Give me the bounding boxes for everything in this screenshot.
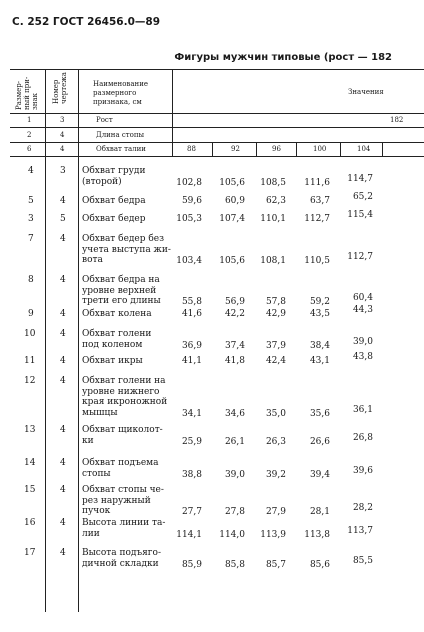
- row-value: 38,4: [309, 340, 330, 351]
- row3-bottom-border: [10, 156, 424, 157]
- row-value: 65,2: [352, 192, 373, 202]
- col-header-values: Значения: [348, 88, 384, 96]
- row-value: 35,6: [309, 408, 330, 419]
- row-sign-name: Обхват бедер: [82, 214, 146, 224]
- row-value: 102,8: [176, 177, 202, 188]
- row-drawing-number: 5: [60, 214, 66, 224]
- row-sign-number: 4: [28, 166, 34, 176]
- row-value: 59,6: [181, 196, 202, 206]
- row-value: 25,9: [181, 436, 202, 447]
- table-top-border: [10, 69, 424, 70]
- row-waist-number: 6: [27, 145, 32, 153]
- row-value: 112,7: [347, 252, 373, 262]
- row-value: 114,0: [219, 529, 245, 540]
- row-drawing-number: 4: [60, 196, 66, 206]
- row-value: 27,9: [265, 507, 286, 517]
- row-value: 41,8: [224, 356, 245, 366]
- row-height-name: Рост: [96, 116, 113, 124]
- row-value: 113,8: [304, 529, 330, 540]
- row-value: 28,2: [352, 503, 373, 513]
- row-drawing-number: 4: [60, 356, 66, 366]
- row-drawing-number: 4: [60, 309, 66, 319]
- row-value: 39,6: [352, 465, 373, 476]
- val-divider-2: [256, 142, 257, 156]
- row-value: 110,1: [260, 214, 286, 224]
- row-value: 85,6: [309, 559, 330, 570]
- row-value: 114,7: [347, 173, 373, 184]
- col-divider-2: [78, 69, 79, 612]
- row-value: 85,5: [352, 555, 373, 566]
- row-value: 62,3: [265, 196, 286, 206]
- row-value: 39,0: [224, 469, 245, 480]
- row-value: 108,1: [260, 256, 286, 266]
- row-sign-number: 7: [28, 234, 34, 244]
- row-value: 28,1: [309, 507, 330, 517]
- row-value: 42,2: [224, 309, 245, 319]
- row-value: 26,3: [265, 436, 286, 447]
- row-value: 85,7: [265, 559, 286, 570]
- waist-value-100: 100: [313, 145, 327, 153]
- row-value: 27,7: [181, 507, 202, 517]
- row-sign-number: 13: [24, 425, 36, 435]
- row-value: 26,8: [352, 432, 373, 443]
- waist-value-104: 104: [357, 145, 371, 153]
- row-value: 107,4: [219, 214, 245, 224]
- row-value: 44,3: [352, 305, 373, 315]
- row-value: 39,2: [265, 469, 286, 480]
- col-header-sign-name: Наименование размерного признака, см: [93, 80, 148, 106]
- row-sign-name: Обхват икры: [82, 356, 143, 366]
- row-sign-name: Обхват груди (второй): [82, 166, 146, 187]
- row-sign-name: Обхват бедра: [82, 196, 146, 206]
- val-divider-4: [340, 142, 341, 156]
- col-header-drawing-number: Номер чертежа: [52, 72, 68, 104]
- row-sign-number: 8: [28, 275, 34, 285]
- row-sign-number: 15: [24, 485, 36, 495]
- row-sign-name: Обхват стопы че- рез наружный пучок: [82, 485, 164, 516]
- row-value: 56,9: [224, 297, 245, 307]
- row-value: 35,0: [265, 408, 286, 419]
- row-drawing-number: 4: [60, 485, 66, 495]
- row-sign-name: Обхват бедер без учета выступа жи- вота: [82, 234, 171, 265]
- row-height-value: 182: [390, 116, 404, 124]
- row-value: 38,8: [181, 469, 202, 480]
- waist-value-88: 88: [187, 145, 196, 153]
- row-value: 27,8: [224, 507, 245, 517]
- col-divider-1: [45, 69, 46, 612]
- row-foot-length-name: Длина стопы: [96, 131, 145, 139]
- row-waist-name: Обхват талии: [96, 145, 146, 153]
- row-value: 115,4: [347, 210, 373, 220]
- row-value: 34,6: [224, 408, 245, 419]
- row-foot-length-number: 2: [27, 131, 32, 139]
- row-drawing-number: 4: [60, 548, 66, 558]
- row-value: 36,9: [181, 340, 202, 351]
- row-value: 60,4: [352, 293, 373, 303]
- val-divider-3: [296, 142, 297, 156]
- row-sign-name: Обхват колена: [82, 309, 152, 319]
- row-value: 108,5: [260, 177, 286, 188]
- row-value: 42,4: [265, 356, 286, 366]
- row-value: 110,5: [304, 256, 330, 266]
- waist-value-96: 96: [272, 145, 281, 153]
- row-sign-name: Обхват голени под коленом: [82, 329, 152, 350]
- row-sign-number: 5: [28, 196, 34, 206]
- row-value: 43,5: [309, 309, 330, 319]
- row-sign-number: 16: [24, 518, 36, 528]
- row-value: 41,6: [181, 309, 202, 319]
- row-sign-number: 14: [24, 458, 36, 468]
- val-divider-5: [382, 142, 383, 156]
- row-sign-name: Обхват подъема стопы: [82, 458, 159, 479]
- row-value: 60,9: [224, 196, 245, 206]
- row-waist-drawing: 4: [60, 145, 65, 153]
- row-value: 26,1: [224, 436, 245, 447]
- row2-bottom-border: [10, 142, 424, 143]
- row-height-number: 1: [27, 116, 32, 124]
- row-value: 111,6: [304, 177, 330, 188]
- row-drawing-number: 4: [60, 234, 66, 244]
- row-drawing-number: 4: [60, 458, 66, 468]
- page-header: С. 252 ГОСТ 26456.0—89: [12, 16, 160, 28]
- col-divider-3: [172, 69, 173, 156]
- row-height-drawing: 3: [60, 116, 65, 124]
- row-value: 55,8: [181, 297, 202, 307]
- row-drawing-number: 4: [60, 425, 66, 435]
- row-value: 59,2: [309, 297, 330, 307]
- row-value: 85,8: [224, 559, 245, 570]
- row-value: 42,9: [265, 309, 286, 319]
- row-value: 57,8: [265, 297, 286, 307]
- row-drawing-number: 4: [60, 376, 66, 386]
- row-value: 36,1: [352, 404, 373, 415]
- row-sign-name: Обхват бедра на уровне верхней трети его длины: [82, 275, 161, 306]
- header-bottom-border: [10, 113, 424, 114]
- row-value: 41,1: [181, 356, 202, 366]
- val-divider-1: [212, 142, 213, 156]
- row-foot-length-drawing: 4: [60, 131, 65, 139]
- row-value: 63,7: [309, 196, 330, 206]
- row-sign-number: 3: [28, 214, 34, 224]
- row-value: 37,9: [265, 340, 286, 351]
- row-drawing-number: 4: [60, 329, 66, 339]
- row-sign-number: 17: [24, 548, 36, 558]
- row-value: 34,1: [181, 408, 202, 419]
- row-value: 26,6: [309, 436, 330, 447]
- row-drawing-number: 3: [60, 166, 66, 176]
- row-value: 103,4: [176, 256, 202, 266]
- section-title: Фигуры мужчин типовые (рост — 182: [174, 52, 392, 63]
- row-value: 43,8: [352, 352, 373, 362]
- row-sign-name: Обхват щиколот- ки: [82, 425, 163, 446]
- col-header-sign-number: Размер- ный при- знак: [15, 76, 39, 110]
- row-value: 114,1: [176, 529, 202, 540]
- row-value: 113,7: [347, 525, 373, 536]
- row1-bottom-border: [10, 127, 424, 128]
- row-sign-name: Обхват голени на уровне нижнего края икроножной мышцы: [82, 376, 168, 418]
- row-value: 105,6: [219, 256, 245, 266]
- row-sign-number: 10: [24, 329, 36, 339]
- row-value: 85,9: [181, 559, 202, 570]
- row-value: 37,4: [224, 340, 245, 351]
- row-sign-number: 9: [28, 309, 34, 319]
- row-value: 105,6: [219, 177, 245, 188]
- row-drawing-number: 4: [60, 275, 66, 285]
- row-value: 112,7: [304, 214, 330, 224]
- row-value: 105,3: [176, 214, 202, 224]
- row-value: 43,1: [309, 356, 330, 366]
- row-value: 39,0: [352, 336, 373, 347]
- waist-value-92: 92: [231, 145, 240, 153]
- row-sign-number: 11: [24, 356, 36, 366]
- row-sign-name: Высота линии та- лии: [82, 518, 166, 539]
- row-value: 39,4: [309, 469, 330, 480]
- row-sign-number: 12: [24, 376, 36, 386]
- row-value: 113,9: [260, 529, 286, 540]
- row-sign-name: Высота подъяго- дичной складки: [82, 548, 161, 569]
- row-drawing-number: 4: [60, 518, 66, 528]
